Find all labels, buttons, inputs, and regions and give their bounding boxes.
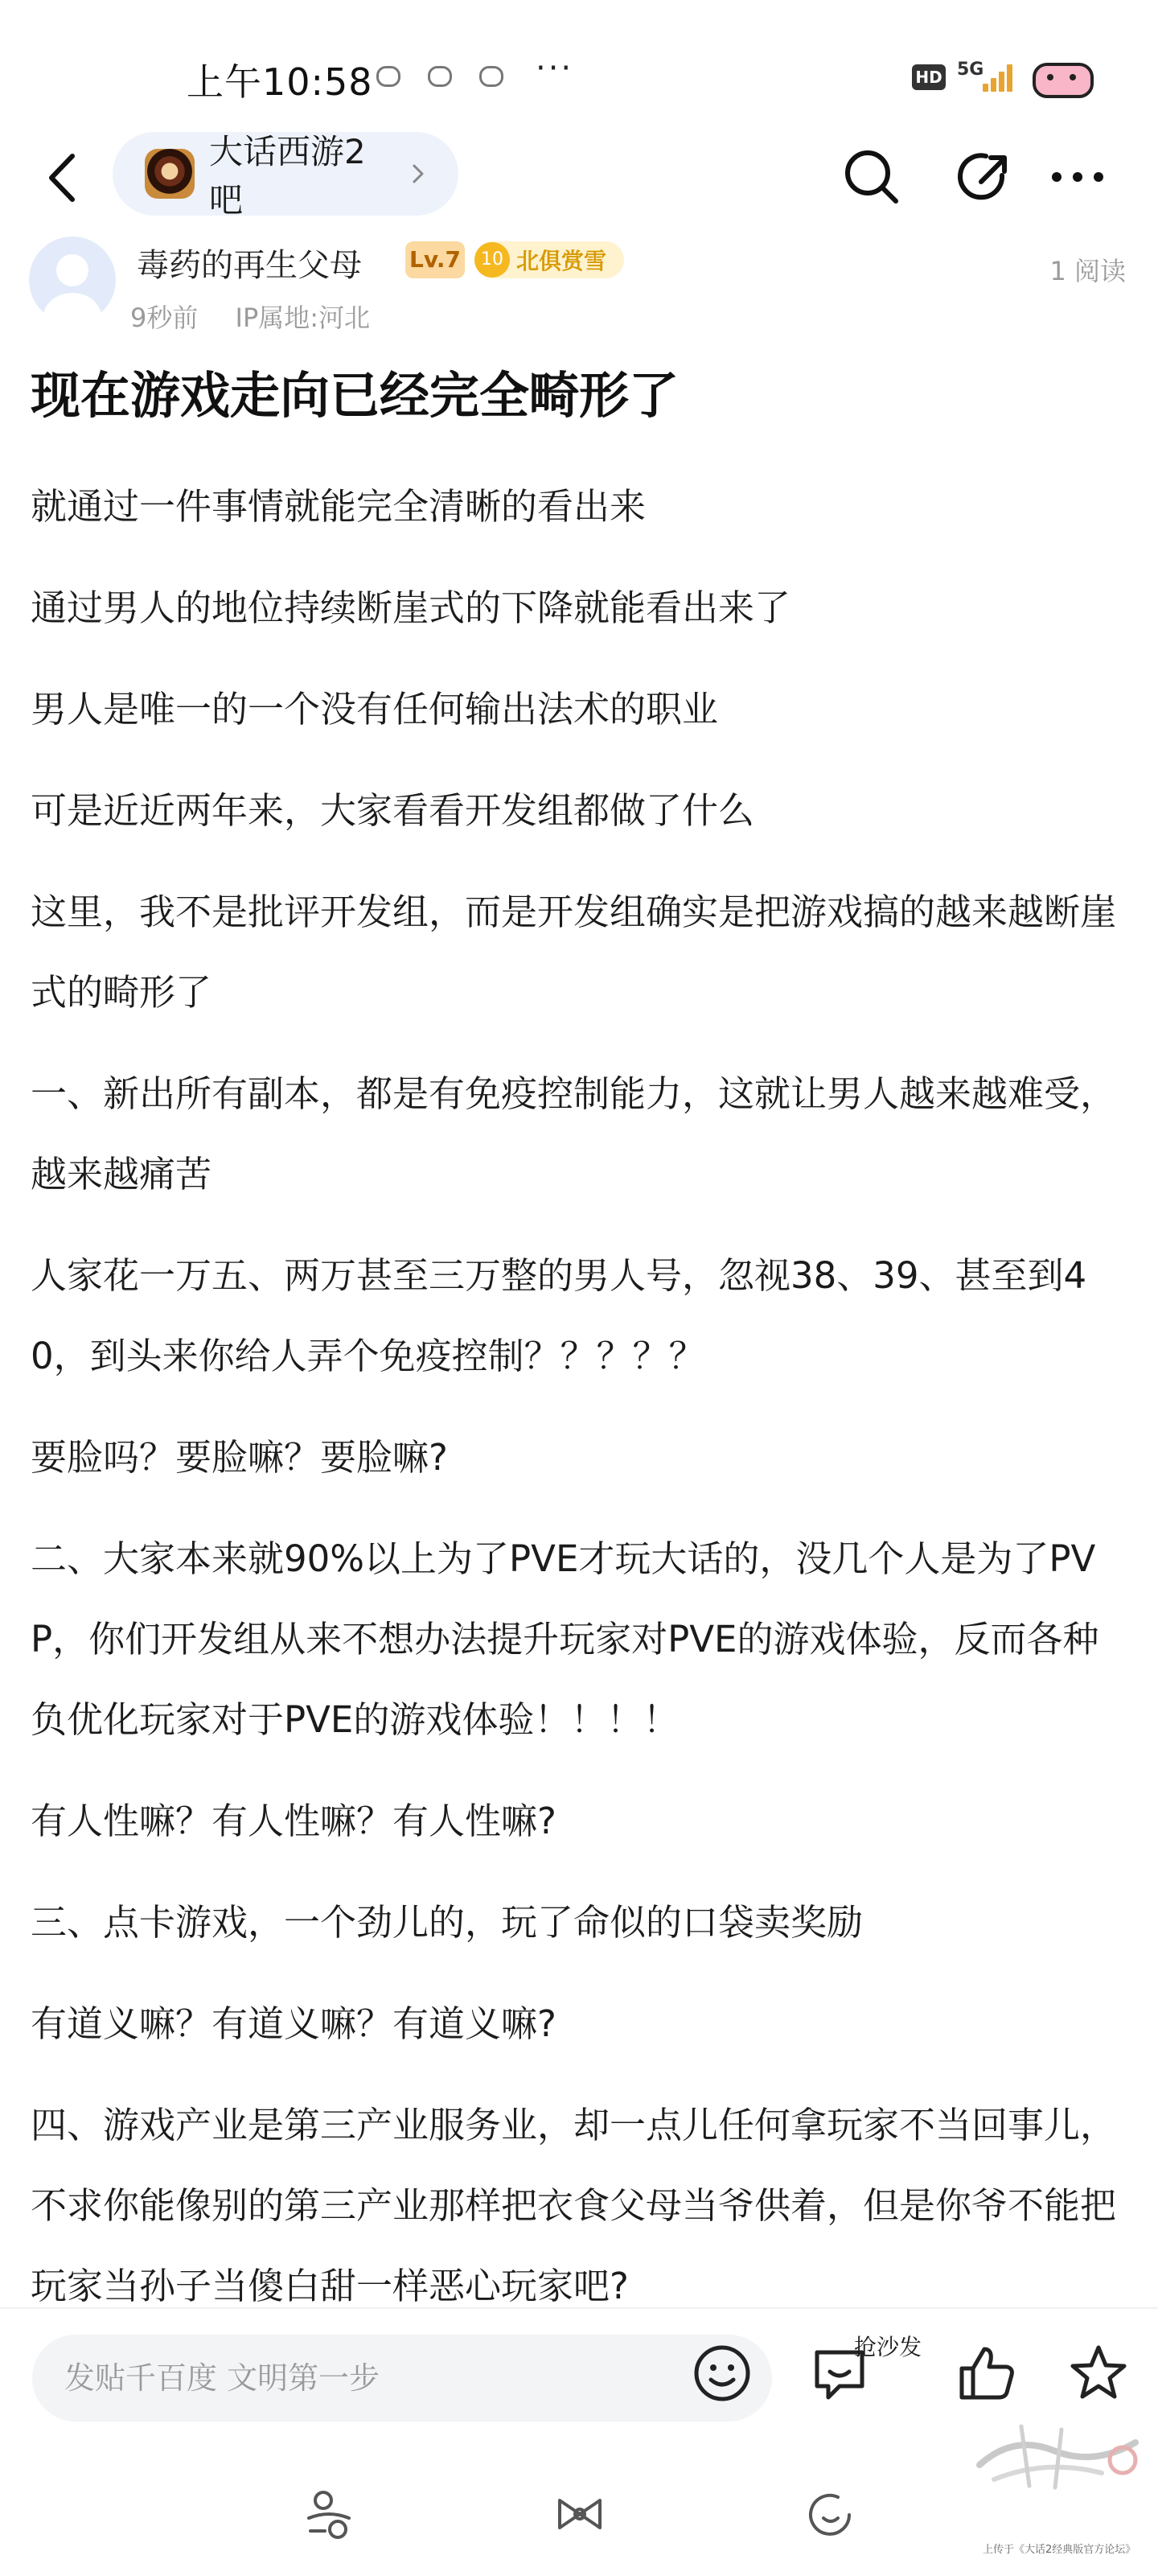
level-badge: Lv.7: [405, 241, 465, 278]
more-notifications-icon: ···: [536, 50, 574, 87]
star-icon[interactable]: [1066, 2341, 1131, 2405]
post-paragraph: 三、点卡游戏，一个劲儿的，玩了命似的口袋卖奖励: [31, 1901, 864, 1944]
post-paragraph: 一、新出所有副本，都是有免疫控制能力，这就让男人越来越难受，越来越痛苦: [31, 1072, 1117, 1195]
comment-input[interactable]: 发贴千百度 文明第一步: [32, 2335, 772, 2422]
more-icon[interactable]: [1045, 145, 1110, 209]
forum-link[interactable]: [113, 132, 458, 220]
chevron-right-icon: [410, 162, 426, 186]
post-meta: [130, 298, 399, 335]
sofa-label[interactable]: 抢沙发: [854, 2334, 922, 2360]
search-icon[interactable]: [840, 145, 904, 209]
share-icon[interactable]: [954, 145, 1018, 209]
member-level: 10: [474, 242, 510, 278]
tab-message-icon[interactable]: [803, 2486, 859, 2542]
read-count: 1 阅读: [1049, 256, 1126, 286]
post-paragraph: 二、大家本来就90%以上为了PVE才玩大话的，没几个人是为了PVP，你们开发组从来不想办法提升玩家对PVE的游戏体验，反而各种负优化玩家对于PVE的游戏体验！！！！: [31, 1537, 1099, 1741]
post-paragraph: 四、游戏产业是第三产业服务业，却一点儿任何拿玩家不当回事儿，不求你能像别的第三产业那样把衣食父母当爷供着，但是你爷不能把玩家当孙子当傻白甜一样恶心玩家吧?: [31, 2104, 1117, 2307]
post-paragraph: 有道义嘛？有道义嘛？有道义嘛?: [31, 2002, 556, 2045]
nav-bar: [0, 129, 1158, 233]
post-paragraph: 人家花一万五、两万甚至三万整的男人号，忽视38、39、甚至到40，到头来你给人弄个免疫控制？？？？？: [31, 1254, 1087, 1377]
post-paragraph: 这里，我不是批评开发组，而是开发组确实是把游戏搞的越来越断崖式的畸形了: [31, 891, 1117, 1014]
post-paragraph: 就通过一件事情就能完全清晰的看出来: [31, 485, 647, 528]
watermark-text: 上传于《大话2经典版官方论坛》: [983, 2544, 1136, 2556]
notification-icon: [428, 66, 452, 87]
signal-icon: [983, 64, 1015, 92]
status-bar: [0, 0, 1158, 129]
post-paragraph: 通过男人的地位持续断崖式的下降就能看出来了: [31, 586, 791, 629]
post-paragraph: 要脸吗？要脸嘛？要脸嘛?: [31, 1436, 448, 1479]
post-paragraph: 有人性嘛？有人性嘛？有人性嘛?: [31, 1800, 556, 1842]
tab-bow-icon[interactable]: [552, 2486, 608, 2542]
author-avatar[interactable]: [29, 237, 116, 323]
post-paragraph: 可是近近两年来，大家看看开发组都做了什么: [31, 789, 755, 832]
like-icon[interactable]: [955, 2341, 1020, 2405]
post-body: [31, 467, 1132, 2348]
ip-location: IP属地:河北: [235, 302, 371, 333]
emoji-icon[interactable]: [692, 2343, 753, 2404]
hd-icon: HD: [912, 64, 946, 90]
network-type: 5G: [957, 60, 984, 80]
status-time: 上午10:58: [187, 60, 373, 104]
battery-icon: [1033, 63, 1094, 98]
author-name[interactable]: 毒药的再生父母: [137, 247, 362, 284]
tab-home-icon[interactable]: [301, 2486, 357, 2542]
post-title: 现在游戏走向已经完全畸形了: [31, 366, 680, 425]
post-time: 9秒前: [130, 302, 199, 333]
notification-icon: [479, 66, 503, 87]
back-arrow-icon[interactable]: [40, 150, 88, 206]
member-name: 北俱赏雪: [516, 248, 607, 274]
member-badge: [474, 241, 624, 278]
notification-icon: [376, 66, 400, 87]
forum-avatar: [145, 149, 195, 199]
post-paragraph: 男人是唯一的一个没有任何输出法术的职业: [31, 688, 719, 730]
game-logo-watermark: [965, 2402, 1150, 2507]
forum-name: 大话西游2吧: [209, 132, 366, 220]
